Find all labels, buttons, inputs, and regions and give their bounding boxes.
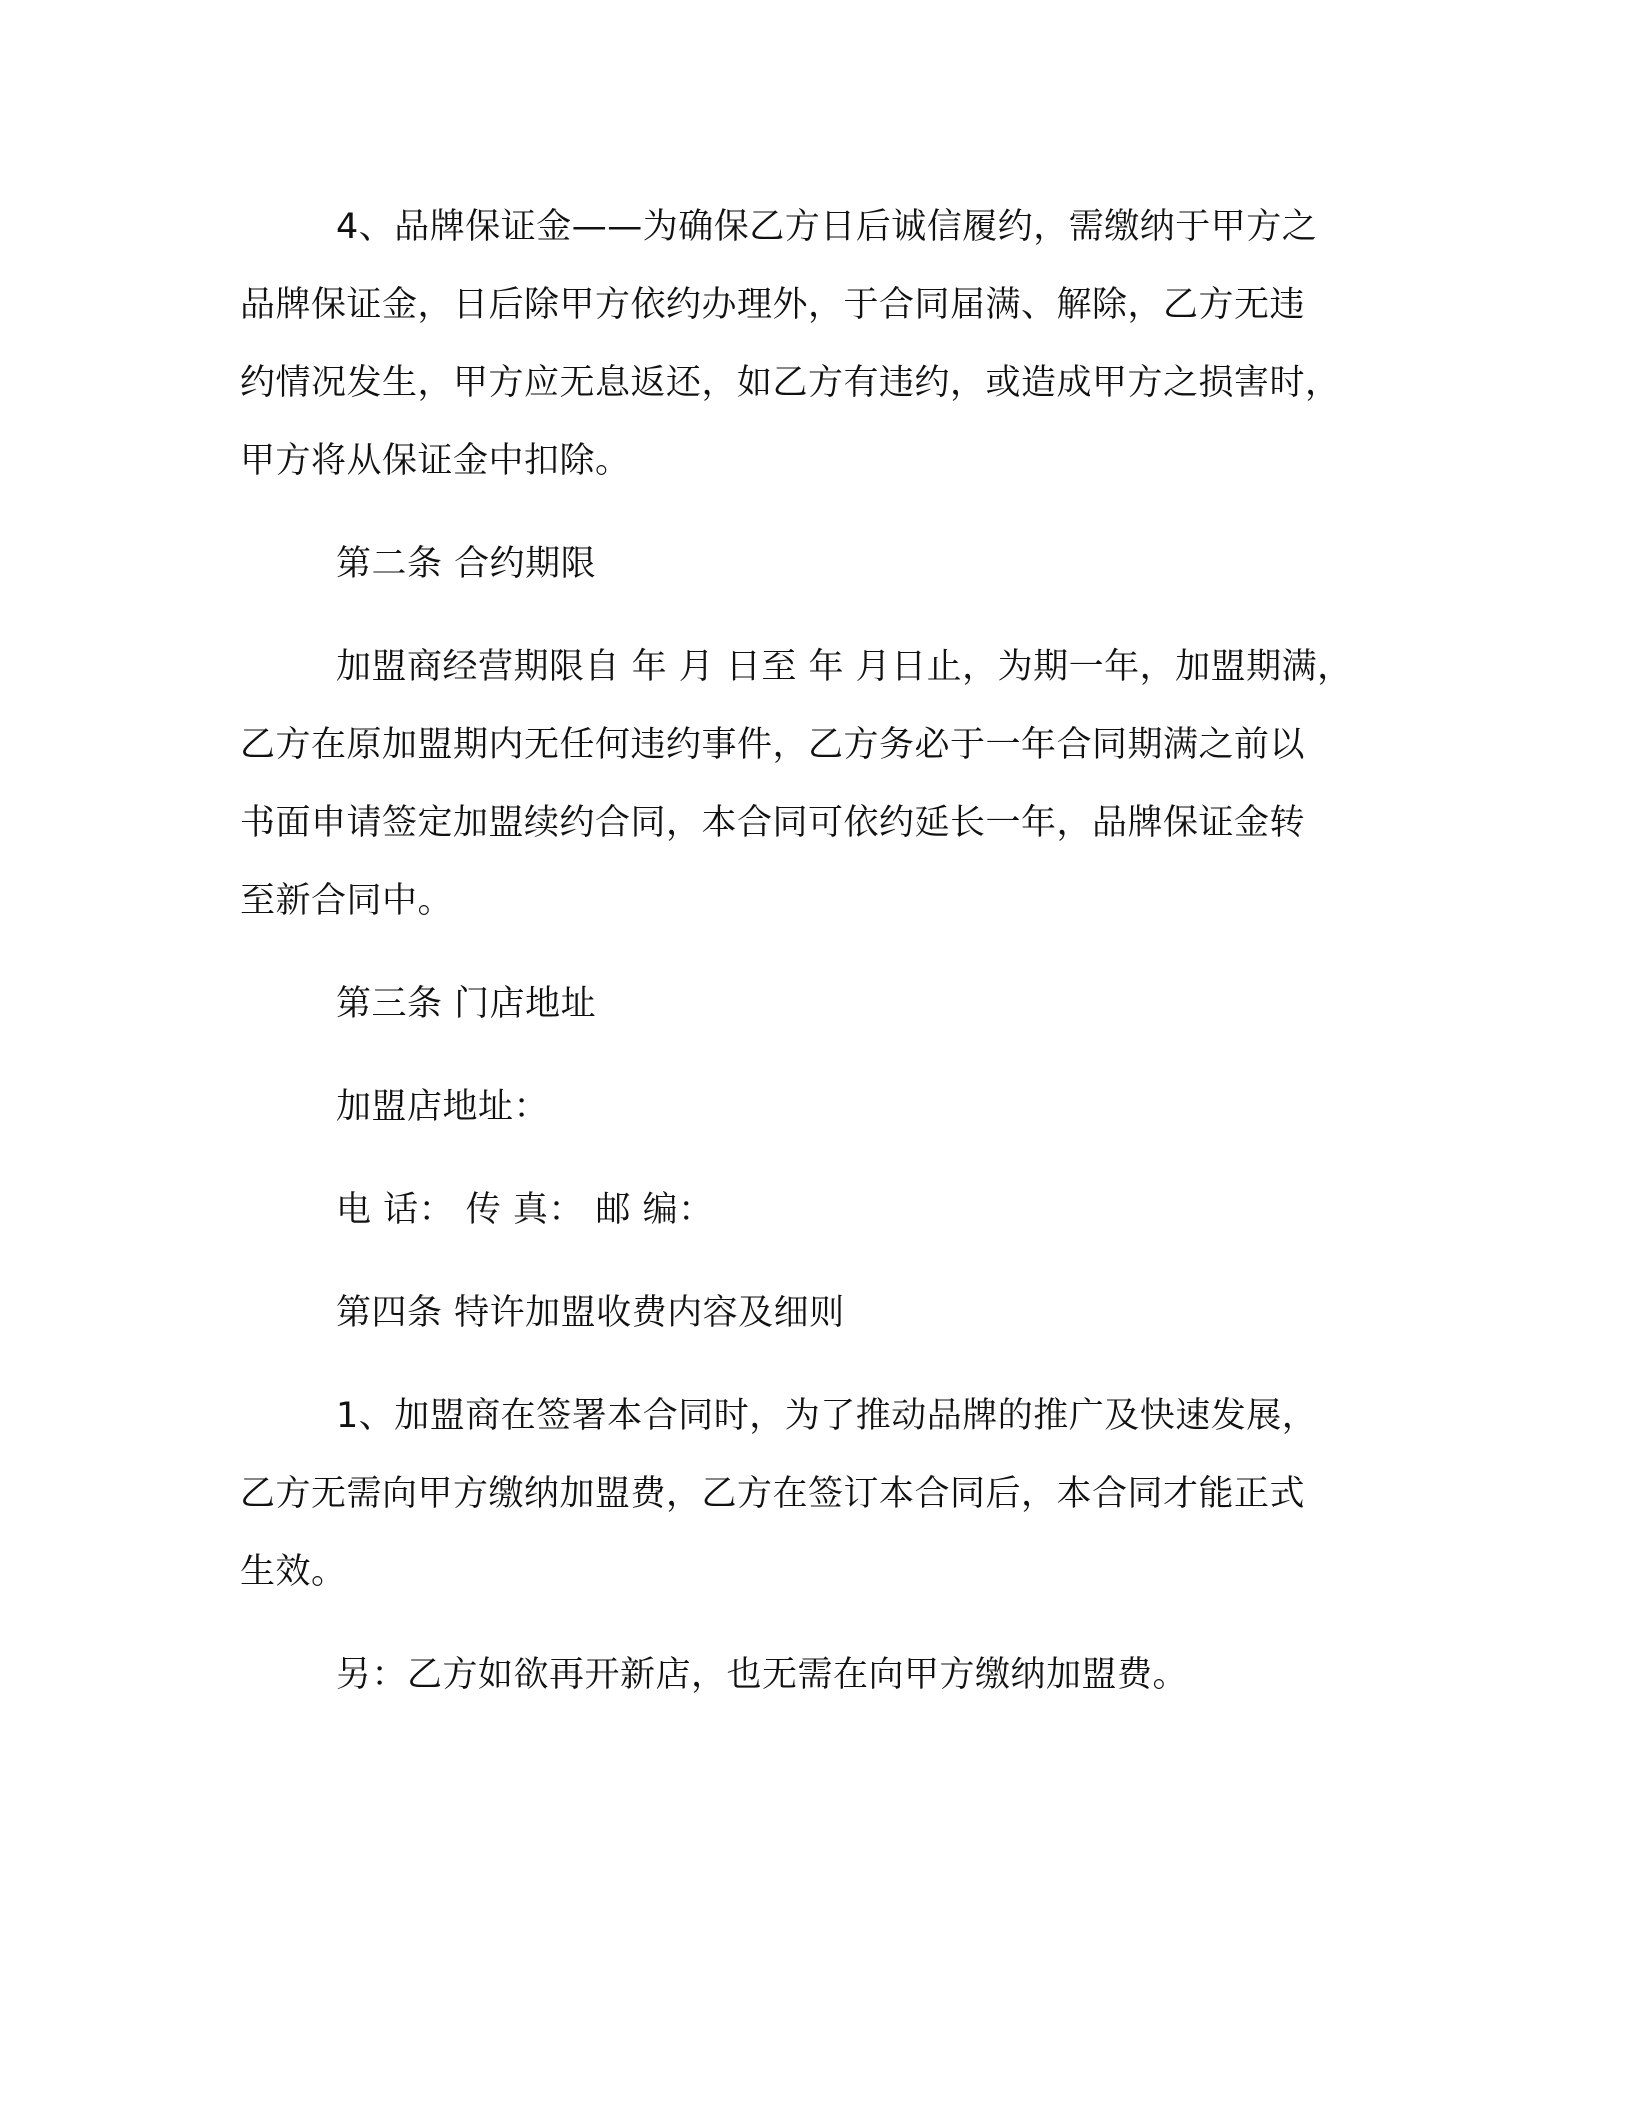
- text-line: 乙方无需向甲方缴纳加盟费，乙方在签订本合同后，本合同才能正式: [240, 1474, 1306, 1514]
- text-line: 乙方在原加盟期内无任何违约事件，乙方务必于一年合同期满之前以: [240, 725, 1306, 765]
- text-line: 第三条 门店地址: [336, 984, 597, 1024]
- store-address-line: [240, 1068, 1380, 1146]
- text-line: 至新合同中。: [240, 881, 454, 921]
- paragraph-franchise-fee: [240, 1377, 1380, 1611]
- heading-article-4: [240, 1274, 1380, 1352]
- paragraph-brand-deposit: [240, 188, 1380, 500]
- text-line: 甲方将从保证金中扣除。: [240, 441, 631, 481]
- text-line: 品牌保证金，日后除甲方依约办理外，于合同届满、解除，乙方无违: [240, 285, 1306, 325]
- text-line: 4、品牌保证金——为确保乙方日后诚信履约，需缴纳于甲方之: [336, 207, 1318, 247]
- document-body: [240, 188, 1380, 1739]
- contact-info-line: [240, 1171, 1380, 1249]
- text-line: 生效。: [240, 1552, 347, 1592]
- text-line: 加盟店地址：: [336, 1087, 550, 1127]
- heading-article-2: [240, 525, 1380, 603]
- text-line: 另：乙方如欲再开新店，也无需在向甲方缴纳加盟费。: [336, 1655, 1189, 1695]
- text-line: 第二条 合约期限: [336, 544, 597, 584]
- text-line: 约情况发生，甲方应无息返还，如乙方有违约，或造成甲方之损害时，: [240, 363, 1341, 403]
- heading-article-3: [240, 965, 1380, 1043]
- text-line: 1、加盟商在签署本合同时，为了推动品牌的推广及快速发展，: [336, 1396, 1318, 1436]
- paragraph-contract-term: [240, 628, 1380, 940]
- paragraph-new-store: [240, 1636, 1380, 1714]
- text-line: 电 话： 传 真： 邮 编：: [336, 1190, 714, 1230]
- text-line: 书面申请签定加盟续约合同，本合同可依约延长一年，品牌保证金转: [240, 803, 1306, 843]
- text-line: 加盟商经营期限自 年 月 日至 年 月日止，为期一年，加盟期满，: [336, 647, 1353, 687]
- text-line: 第四条 特许加盟收费内容及细则: [336, 1293, 845, 1333]
